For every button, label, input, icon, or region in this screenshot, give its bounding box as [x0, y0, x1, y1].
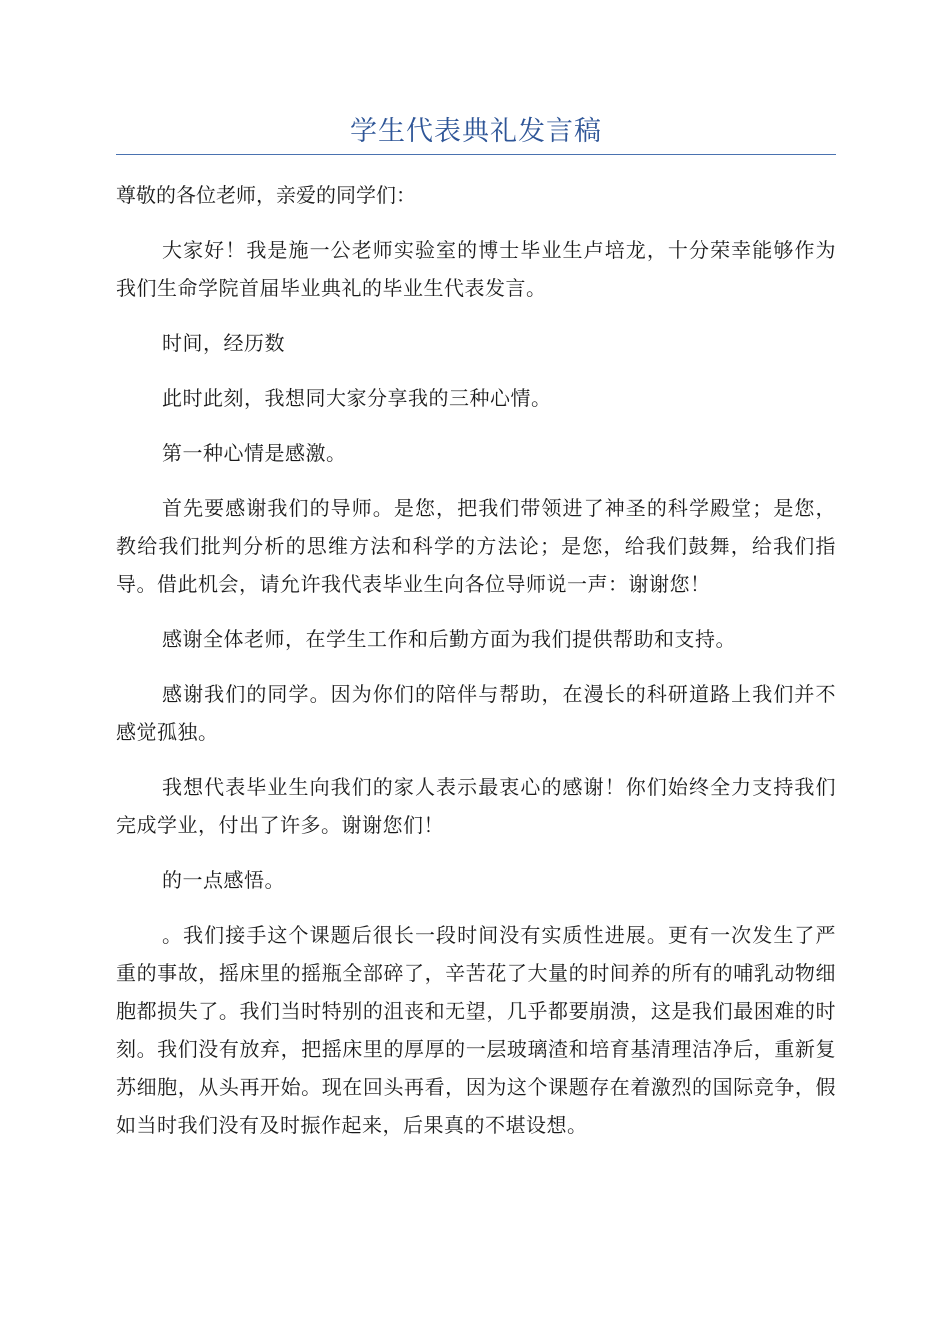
paragraph-thank-classmates: 感谢我们的同学。因为你们的陪伴与帮助，在漫长的科研道路上我们并不感觉孤独。: [116, 682, 836, 744]
paragraph-greeting: 大家好！我是施一公老师实验室的博士毕业生卢培龙，十分荣幸能够作为我们生命学院首届毕业典礼的毕业生代表发言。: [116, 238, 836, 300]
paragraph-thank-teachers: 感谢全体老师，在学生工作和后勤方面为我们提供帮助和支持。: [162, 627, 736, 651]
document-title: 学生代表典礼发言稿: [350, 116, 602, 147]
document-page: [116, 112, 836, 1161]
salutation: 尊敬的各位老师，亲爱的同学们：: [116, 183, 416, 207]
paragraph-time: 时间，经历数: [162, 331, 285, 355]
paragraph-thank-family: 我想代表毕业生向我们的家人表示最衷心的感谢！你们始终全力支持我们完成学业，付出了许多。谢谢您们！: [116, 775, 836, 837]
paragraph-first-feeling: 第一种心情是感激。: [162, 441, 347, 465]
paragraph-thank-mentors: 首先要感谢我们的导师。是您，把我们带领进了神圣的科学殿堂；是您，教给我们批判分析的思维方法和科学的方法论；是您，给我们鼓舞，给我们指导。借此机会，请允许我代表毕业生向各位导师说一声：谢谢您！: [116, 496, 836, 596]
paragraph-insight: 的一点感悟。: [162, 868, 285, 892]
paragraph-research-story: 。我们接手这个课题后很长一段时间没有实质性进展。更有一次发生了严重的事故，摇床里的摇瓶全部碎了，辛苦花了大量的时间养的所有的哺乳动物细胞都损失了。我们当时特别的沮丧和无望，几乎都要崩溃，这是我们最困难的时刻。我们没有放弃，把摇床里的厚厚的一层玻璃渣和培育基清理洁净后，重新复苏细胞，从头再开始。现在回头再看，因为这个课题存在着激烈的国际竞争，假如当时我们没有及时振作起来，后果真的不堪设想。: [116, 923, 836, 1137]
paragraph-share-feelings: 此时此刻，我想同大家分享我的三种心情。: [162, 386, 552, 410]
title-underline: [116, 154, 836, 155]
